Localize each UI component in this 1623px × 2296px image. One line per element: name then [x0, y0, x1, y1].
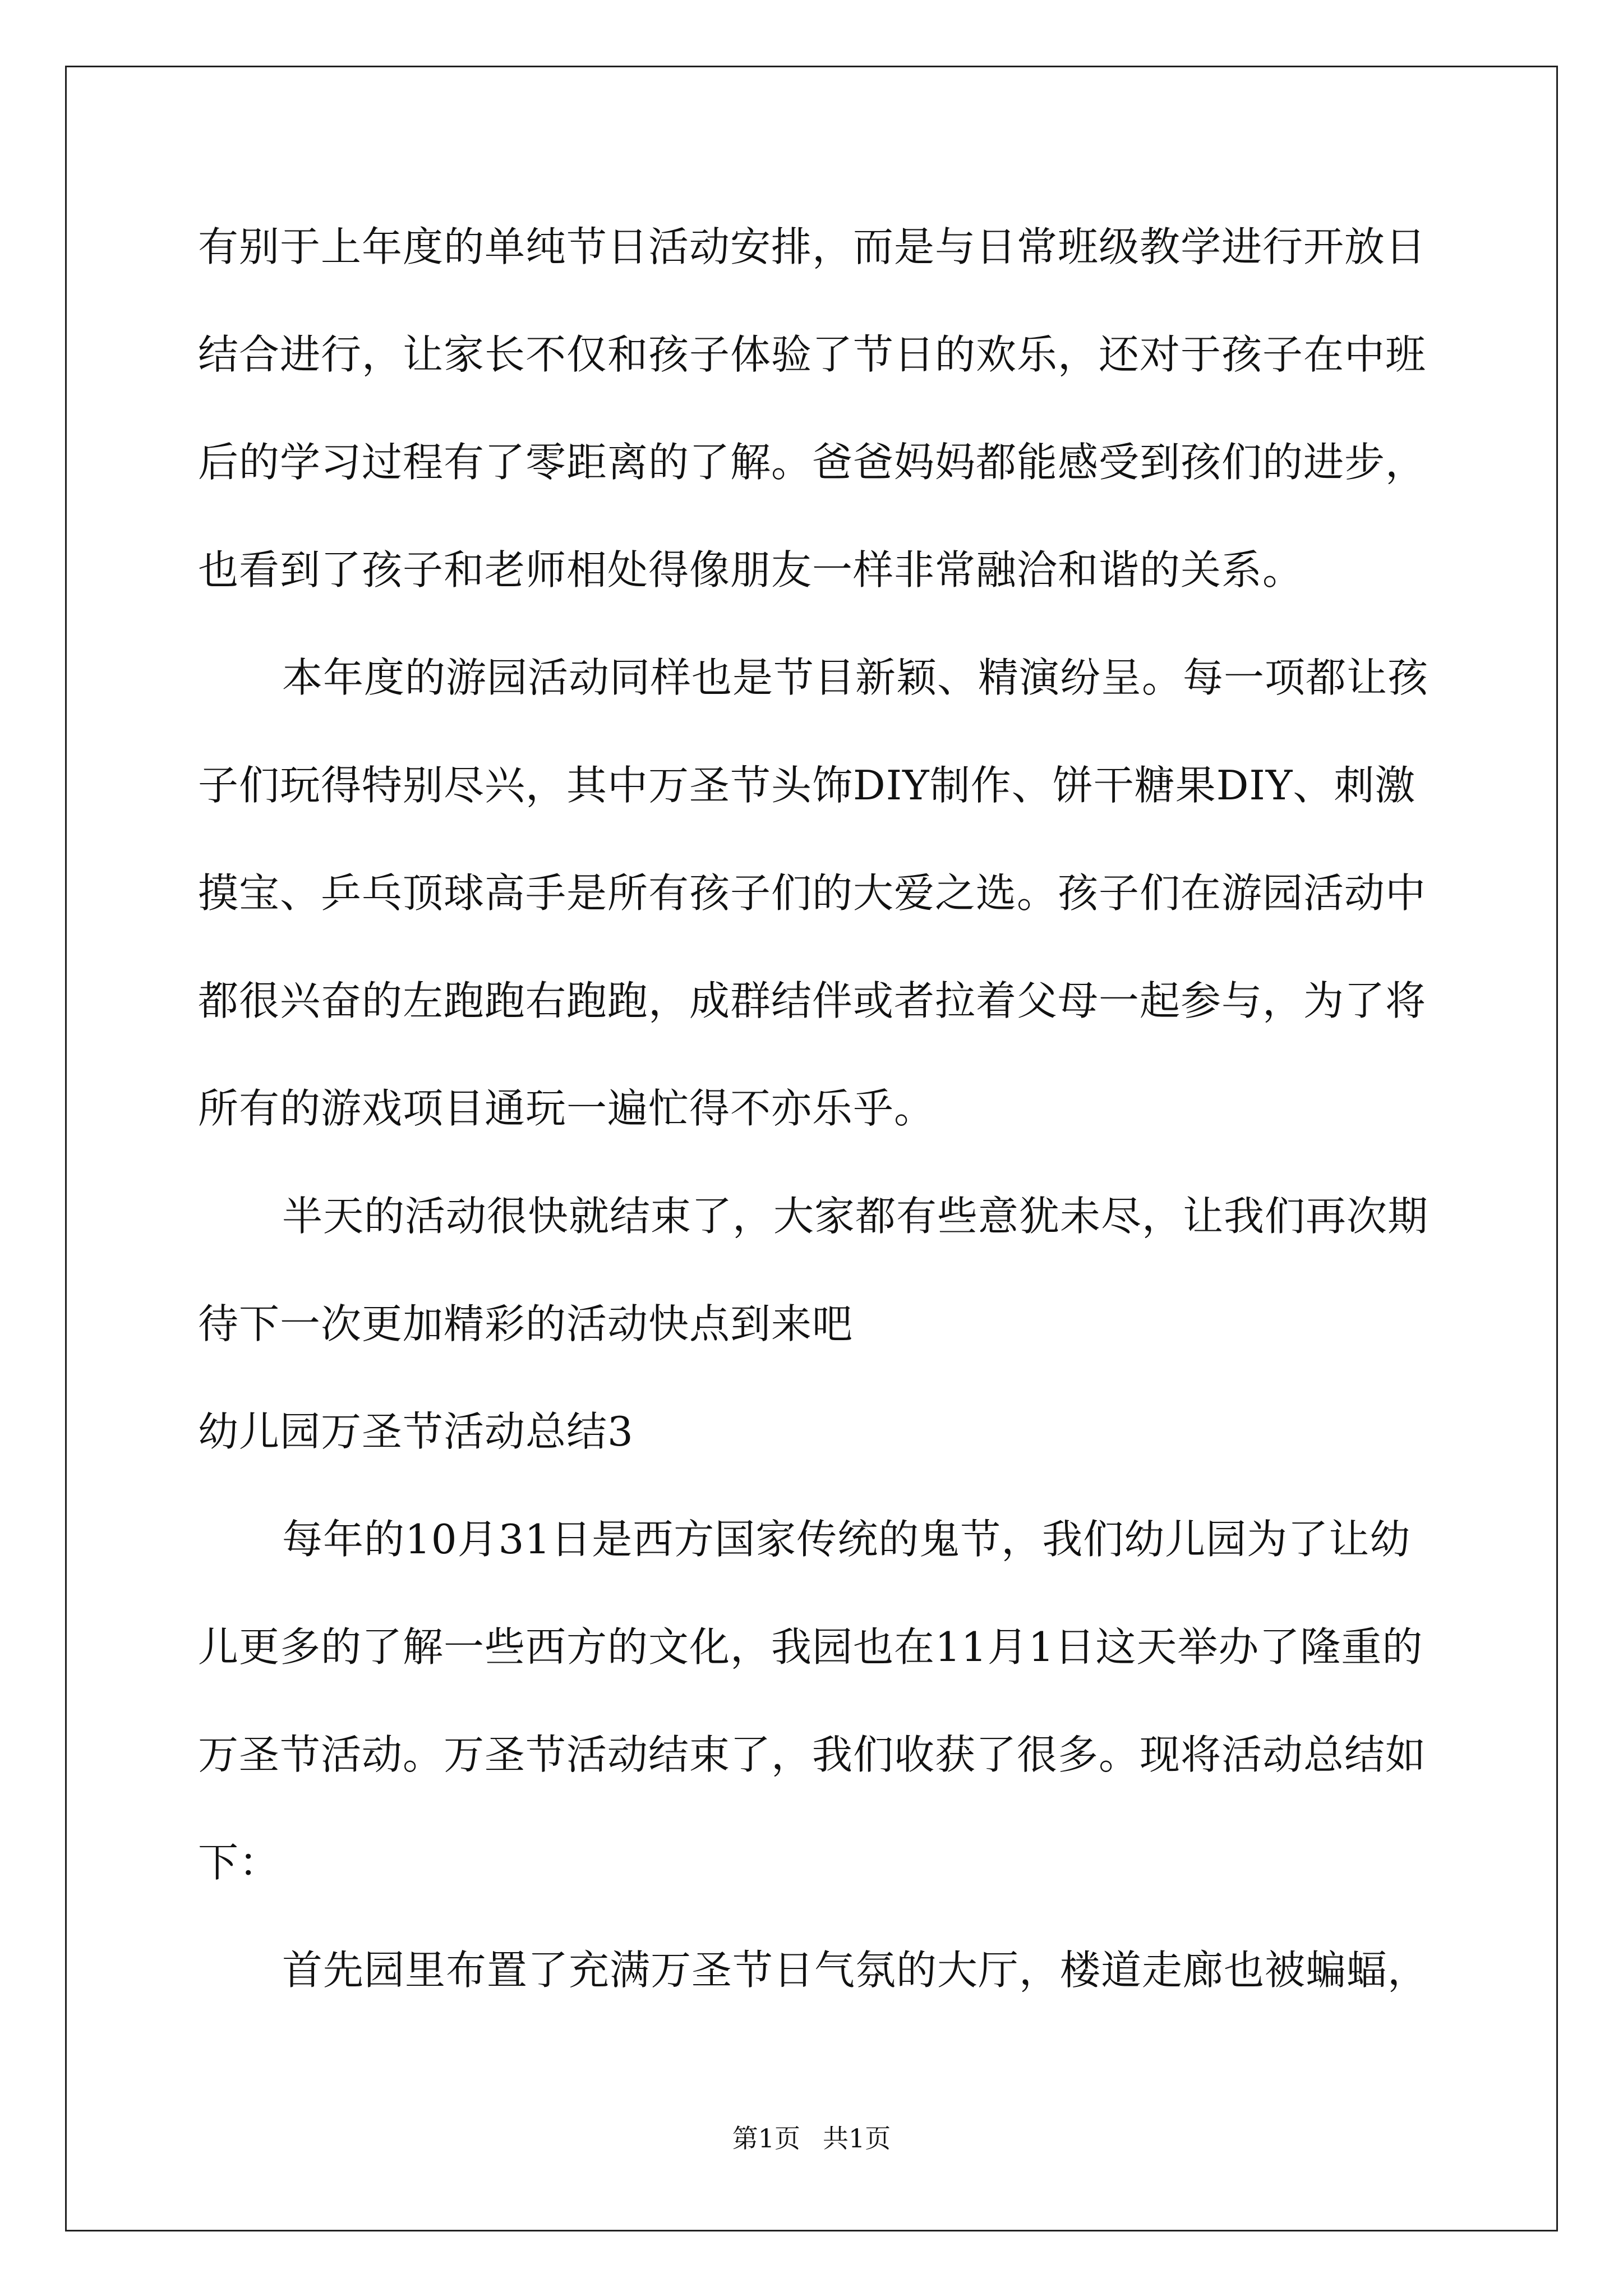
document-body: [198, 213, 1432, 2044]
text-line: 半天的活动很快就结束了，大家都有些意犹未尽，让我们再次期: [282, 1193, 1429, 1240]
page-footer: [0, 2122, 1623, 2155]
section-heading: 幼儿园万圣节活动总结3: [198, 1408, 634, 1455]
text-line: 每年的10月31日是西方国家传统的鬼节，我们幼儿园为了让幼: [282, 1516, 1411, 1563]
text-line: 万圣节活动。万圣节活动结束了，我们收获了很多。现将活动总结如: [198, 1731, 1427, 1778]
text-line: 都很兴奋的左跑跑右跑跑，成群结伴或者拉着父母一起参与，为了将: [198, 977, 1427, 1024]
text-line: 首先园里布置了充满万圣节日气氛的大厅，楼道走廊也被蝙蝠，: [282, 1947, 1429, 1994]
text-line: 待下一次更加精彩的活动快点到来吧: [198, 1300, 854, 1347]
text-line: 本年度的游园活动同样也是节目新颖、精演纷呈。每一项都让孩: [282, 654, 1429, 701]
text-line: 也看到了孩子和老师相处得像朋友一样非常融洽和谐的关系。: [198, 546, 1304, 593]
text-line: 儿更多的了解一些西方的文化，我园也在11月1日这天举办了隆重的: [198, 1623, 1423, 1671]
text-line: 所有的游戏项目通玩一遍忙得不亦乐乎。: [198, 1085, 935, 1132]
text-line: 摸宝、乒乓顶球高手是所有孩子们的大爱之选。孩子们在游园活动中: [198, 869, 1427, 917]
text-line: 下：: [198, 1839, 280, 1886]
page-total: 共1页: [823, 2123, 891, 2154]
text-line: 结合进行，让家长不仅和孩子体验了节日的欢乐，还对于孩子在中班: [198, 331, 1427, 378]
page-number: 第1页: [732, 2123, 800, 2154]
text-line: 有别于上年度的单纯节日活动安排，而是与日常班级教学进行开放日: [198, 223, 1427, 270]
text-line: 子们玩得特别尽兴，其中万圣节头饰DIY制作、饼干糖果DIY、刺激: [198, 762, 1416, 809]
text-line: 后的学习过程有了零距离的了解。爸爸妈妈都能感受到孩们的进步，: [198, 439, 1427, 486]
